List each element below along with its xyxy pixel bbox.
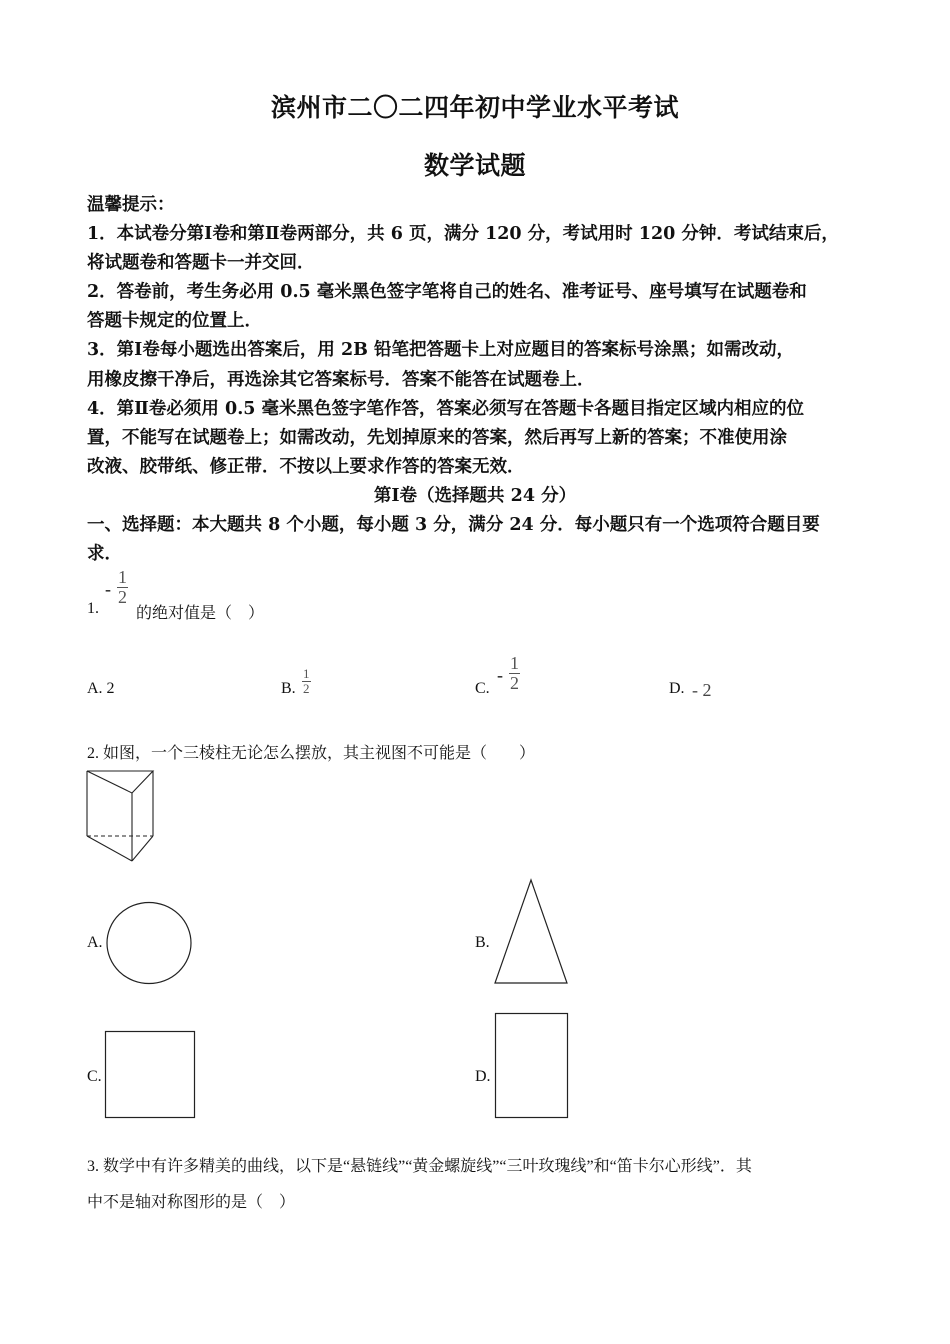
q1-fraction-numerator: 1	[118, 567, 127, 587]
q2-option-d-label[interactable]: D.	[475, 1068, 491, 1085]
q1-option-d-label[interactable]: D.	[669, 680, 685, 697]
triangular-prism-figure	[84, 768, 158, 866]
notice-line: 3．第Ⅰ卷每小题选出答案后，用 2B 铅笔把答题卡上对应题目的答案标号涂黑；如需改动，	[87, 340, 795, 360]
exam-title: 滨州市二〇二四年初中学业水平考试	[270, 93, 679, 122]
q1-option-c-minus: -	[497, 665, 503, 685]
q1-fraction	[117, 568, 128, 608]
q1-fraction-denominator: 2	[118, 586, 127, 607]
notice-line: 用橡皮擦干净后，再选涂其它答案标号．答案不能答在试题卷上．	[87, 370, 595, 390]
q3-stem-line2: 中不是轴对称图形的是（ ）	[87, 1194, 296, 1211]
q1-option-a[interactable]: A. 2	[87, 680, 115, 697]
notice-line: 置，不能写在试题卷上；如需改动，先划掉原来的答案，然后再写上新的答案；不准使用涂	[87, 428, 787, 448]
q2-stem: 2. 如图，一个三棱柱无论怎么摆放，其主视图不可能是（ ）	[87, 745, 536, 762]
q1-option-b-denominator: 2	[303, 680, 310, 696]
q2-option-b-label[interactable]: B.	[475, 934, 490, 951]
q2-option-c-label[interactable]: C.	[87, 1068, 102, 1085]
rectangle-shape[interactable]	[494, 1012, 570, 1120]
q1-option-b-label[interactable]: B.	[281, 680, 296, 697]
section-heading: 第Ⅰ卷（选择题共 24 分）	[373, 486, 577, 506]
notice-line: 1．本试卷分第Ⅰ卷和第Ⅱ卷两部分，共 6 页，满分 120 分，考试用时 120 分钟．考试结束后，	[87, 224, 839, 244]
q1-option-c-numerator: 1	[510, 653, 519, 673]
exam-subtitle: 数学试题	[423, 151, 526, 180]
circle-shape[interactable]	[104, 900, 194, 986]
square-shape[interactable]	[104, 1030, 198, 1120]
q1-number: 1.	[87, 600, 99, 617]
q1-option-c-denominator: 2	[510, 672, 519, 693]
q1-option-b-numerator: 1	[303, 666, 310, 681]
notice-line: 4．第Ⅱ卷必须用 0.5 毫米黑色签字笔作答，答案必须写在答题卡各题目指定区域内相应的位	[87, 399, 805, 419]
q1-option-c-fraction	[509, 654, 520, 694]
notice-line: 2．答卷前，考生务必用 0.5 毫米黑色签字笔将自己的姓名、准考证号、座号填写在试题卷和	[87, 282, 807, 302]
q1-option-c-label[interactable]: C.	[475, 680, 490, 697]
notice-line: 将试题卷和答题卡一并交回．	[87, 253, 315, 273]
notice-heading: 温馨提示：	[87, 195, 175, 215]
notice-line: 答题卡规定的位置上．	[87, 311, 262, 331]
q1-minus-sign: -	[105, 579, 111, 599]
q2-option-a-label[interactable]: A.	[87, 934, 103, 951]
notice-line: 改液、胶带纸、修正带．不按以上要求作答的答案无效．	[87, 457, 525, 477]
section-instruction: 一、选择题：本大题共 8 个小题，每小题 3 分，满分 24 分．每小题只有一个选项符合题目要	[87, 515, 820, 535]
q1-option-d-value: - 2	[692, 680, 712, 700]
section-instruction: 求．	[87, 544, 122, 564]
q1-stem: 的绝对值是（ ）	[136, 605, 265, 622]
triangle-shape[interactable]	[492, 877, 570, 987]
q3-stem-line1: 3. 数学中有许多精美的曲线，以下是“悬链线”“黄金螺旋线”“三叶玫瑰线”和“笛卡尔心形线”．其	[87, 1158, 752, 1175]
q1-option-b-fraction	[302, 667, 311, 696]
